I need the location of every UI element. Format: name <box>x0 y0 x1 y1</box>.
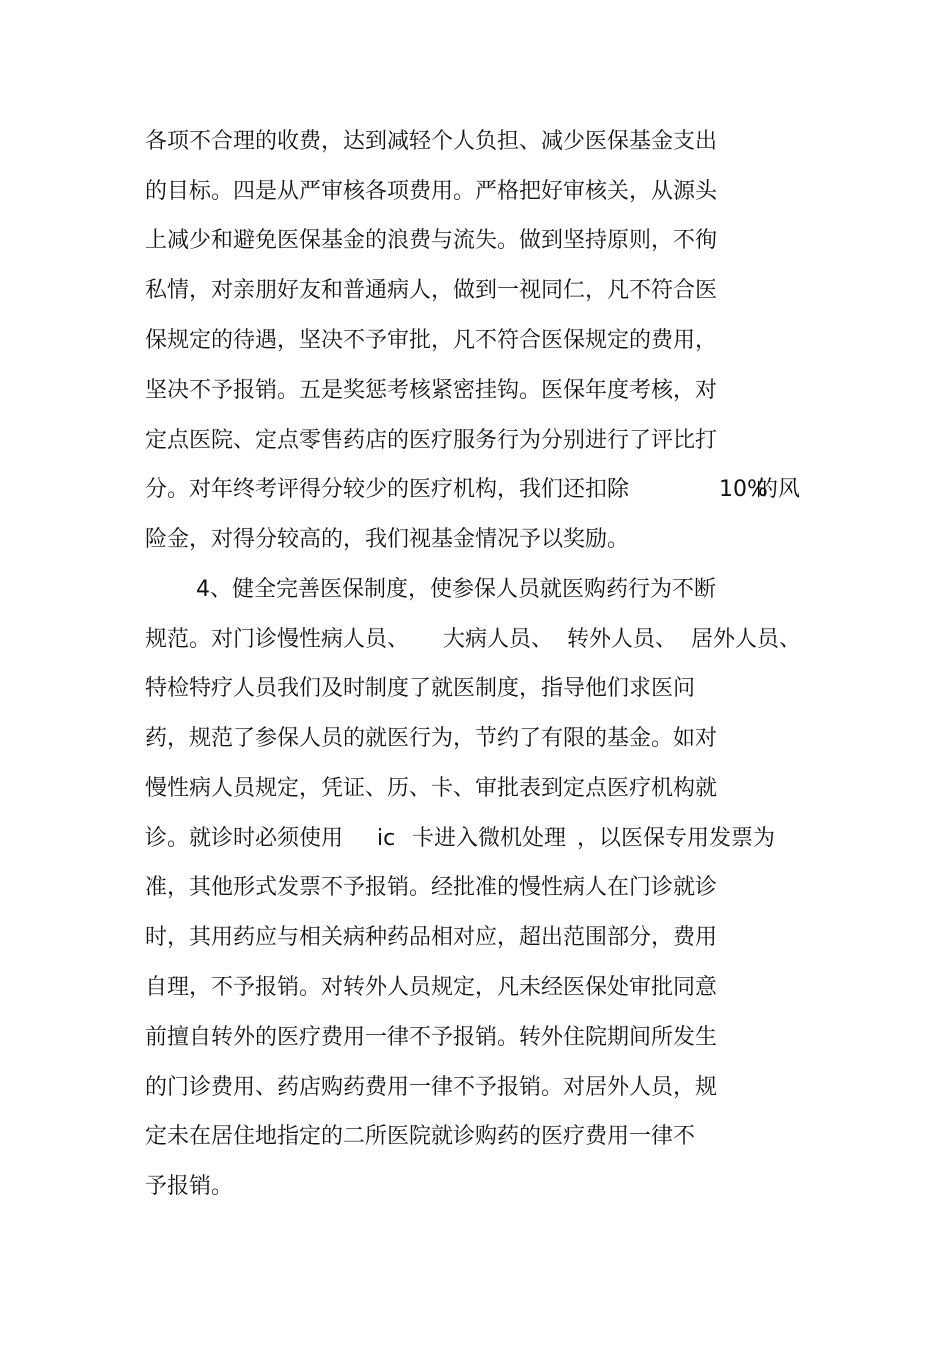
line-segment: ic <box>377 826 396 851</box>
paragraph-line: 上减少和避免医保基金的浪费与流失。做到坚持原则，不徇 <box>145 228 718 253</box>
line-segment: ，以医保专用发票为 <box>577 826 776 851</box>
line-segment: 分。对年终考评得分较少的医疗机构，我们还扣除 <box>145 477 630 502</box>
paragraph-line: 定点医院、定点零售药店的医疗服务行为分别进行了评比打 <box>145 428 718 453</box>
paragraph-line: 药，规范了参保人员的就医行为，节约了有限的基金。如对 <box>145 726 718 751</box>
paragraph-line: 特检特疗人员我们及时制度了就医制度，指导他们求医问 <box>145 676 696 701</box>
line-segment: 卡进入微机处理 <box>412 826 567 851</box>
paragraph-line: 保规定的待遇，坚决不予审批，凡不符合医保规定的费用， <box>145 328 718 353</box>
paragraph-line: 时，其用药应与相关病种药品相对应，超出范围部分，费用 <box>145 925 718 950</box>
paragraph-line <box>145 620 865 660</box>
line-segment: 的风 <box>756 477 801 502</box>
section-heading-line: 4、健全完善医保制度，使参保人员就医购药行为不断 <box>196 577 716 602</box>
paragraph-line: 各项不合理的收费，达到减轻个人负担、减少医保基金支出 <box>145 129 718 154</box>
paragraph-line: 私情，对亲朋好友和普通病人，做到一视同仁，凡不符合医 <box>145 278 718 303</box>
paragraph-line: 的门诊费用、药店购药费用一律不予报销。对居外人员，规 <box>145 1075 718 1100</box>
paragraph-line: 自理，不予报销。对转外人员规定，凡未经医保处审批同意 <box>145 975 718 1000</box>
line-segment: 规范。对门诊慢性病人员、 <box>145 627 410 652</box>
paragraph-line: 险金，对得分较高的，我们视基金情况予以奖励。 <box>145 527 630 552</box>
paragraph-line <box>145 819 865 859</box>
paragraph-line: 予报销。 <box>145 1174 234 1199</box>
paragraph-line: 前擅自转外的医疗费用一律不予报销。转外住院期间所发生 <box>145 1025 718 1050</box>
paragraph-line: 定未在居住地指定的二所医院就诊购药的医疗费用一律不 <box>145 1124 696 1149</box>
percentage-value: 10% <box>719 477 768 502</box>
line-segment: 大病人员、 <box>443 627 554 652</box>
paragraph-line: 坚决不予报销。五是奖惩考核紧密挂钩。医保年度考核，对 <box>145 378 718 403</box>
paragraph-line: 准，其他形式发票不予报销。经批准的慢性病人在门诊就诊 <box>145 875 718 900</box>
paragraph-line: 慢性病人员规定，凭证、历、卡、审批表到定点医疗机构就 <box>145 776 718 801</box>
paragraph-line <box>145 470 865 510</box>
line-segment: 诊。就诊时必须使用 <box>145 826 344 851</box>
line-segment: 居外人员、 <box>691 627 802 652</box>
line-segment: 转外人员、 <box>567 627 678 652</box>
paragraph-line: 的目标。四是从严审核各项费用。严格把好审核关，从源头 <box>145 179 718 204</box>
